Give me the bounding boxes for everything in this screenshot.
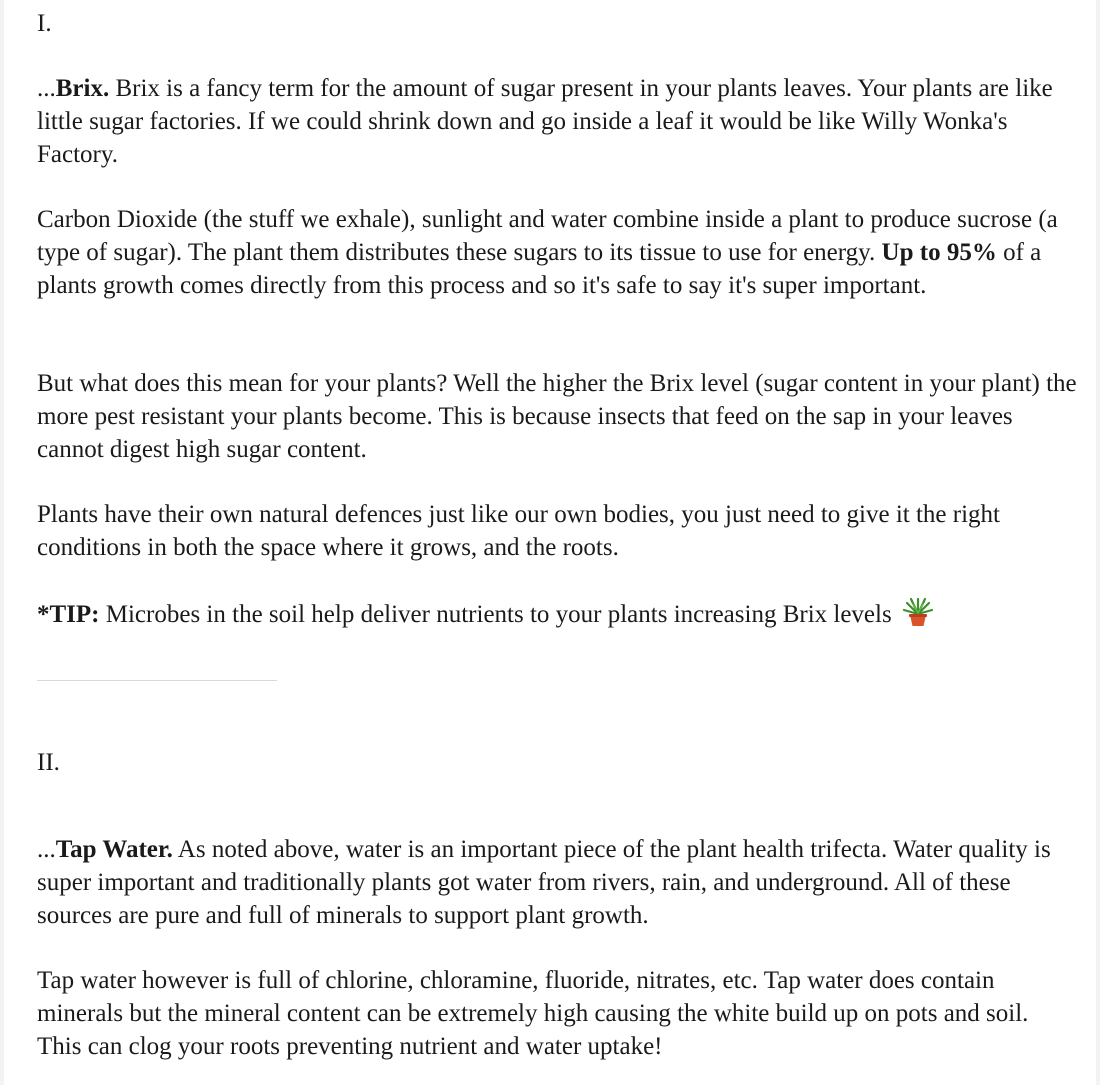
ellipsis: ...: [37, 836, 56, 863]
photosynthesis-text-end: of a plants growth comes directly from this process and so it's safe to say it's super important.: [37, 239, 1042, 299]
tap-water-paragraph: [37, 833, 1077, 932]
tip-label: *TIP:: [37, 601, 100, 628]
tap-water-text: As noted above, water is an important piece of the plant health trifecta. Water quality is super important and traditionally plants got water from rivers, rain, and underground. All of these sources are pure and full of minerals to support plant growth.: [37, 836, 1051, 929]
section-numeral-2: II.: [37, 749, 60, 776]
section-divider: [37, 680, 277, 681]
highlight-percent: Up to 95%: [881, 239, 997, 266]
tip-paragraph: [37, 596, 1077, 631]
photosynthesis-paragraph: [37, 203, 1077, 302]
brix-term: Brix.: [55, 75, 110, 102]
ellipsis: ...: [37, 75, 56, 102]
tip-text: Microbes in the soil help deliver nutrients to your plants increasing Brix levels: [99, 601, 898, 628]
section-numeral-1: I.: [37, 10, 52, 37]
tap-water-term: Tap Water.: [55, 836, 173, 863]
photosynthesis-text-start: Carbon Dioxide (the stuff we exhale), sunlight and water combine inside a plant to produce sucrose (a type of sugar). The plant them distributes these sugars to its tissue to use for energy.: [37, 206, 1058, 266]
tap-water-minerals-paragraph: Tap water however is full of chlorine, chloramine, fluoride, nitrates, etc. Tap water does contain minerals but the mineral content can be extremely high causing the white build up on pots and soil. This can clog your roots preventing nutrient and water uptake!: [37, 967, 1029, 1060]
brix-text: Brix is a fancy term for the amount of sugar present in your plants leaves. Your plants are like little sugar factories. If we could shrink down and go inside a leaf it would be like Willy Wonka's Factory.: [37, 75, 1053, 168]
pest-resistance-paragraph: But what does this mean for your plants? Well the higher the Brix level (sugar content in your plant) the more pest resistant your plants become. This is because insects that feed on the sap in your leaves cannot digest high sugar content.: [37, 370, 1077, 463]
potted-plant-icon: [902, 596, 934, 628]
article-page: [4, 0, 1096, 1085]
natural-defences-paragraph: Plants have their own natural defences just like our own bodies, you just need to give it the right conditions in both the space where it grows, and the roots.: [37, 501, 1000, 561]
brix-paragraph: [37, 72, 1077, 171]
